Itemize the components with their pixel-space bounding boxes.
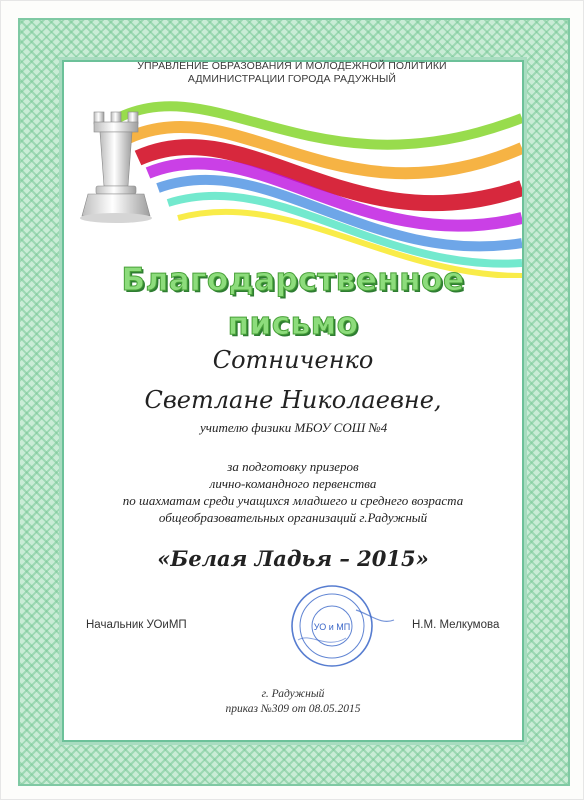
issuer-line-2: АДМИНИСТРАЦИИ ГОРОДА РАДУЖНЫЙ (187, 73, 397, 85)
reason-line-2: лично-командного первенства (209, 476, 377, 491)
recipient-position: учителю физики МБОУ СОШ №4 (200, 420, 388, 435)
reason-line-4: общеобразовательных организаций г.Радужный (158, 510, 428, 525)
official-stamp-seal (286, 580, 398, 672)
issuer-line-1: УПРАВЛЕНИЕ ОБРАЗОВАНИЯ И МОЛОДЕЖНОЙ ПОЛИТИКИ (137, 60, 447, 72)
reason-line-3: по шахматам среди учащихся младшего и среднего возраста (122, 493, 464, 508)
certificate-title-line-2: письмо (227, 306, 359, 342)
footer-city: г. Радужный (261, 688, 325, 700)
award-reason (62, 458, 524, 526)
recipient-name: Светлане Николаевне, (144, 386, 442, 414)
event-name: «Белая Ладья – 2015» (157, 546, 429, 571)
stamp-center-text: УО и МП (313, 622, 351, 632)
reason-line-1: за подготовку призеров (227, 459, 359, 474)
recipient-surname: Сотниченко (212, 346, 374, 374)
certificate-title-line-1: Благодарственное (121, 262, 465, 298)
signatory-name: Н.М. Мелкумова (412, 619, 500, 631)
signatory-title: Начальник УОиМП (86, 619, 187, 631)
rainbow-ribbons-decoration (98, 78, 522, 278)
chess-rook-icon (76, 106, 156, 226)
footer-order: приказ №309 от 08.05.2015 (225, 703, 361, 715)
